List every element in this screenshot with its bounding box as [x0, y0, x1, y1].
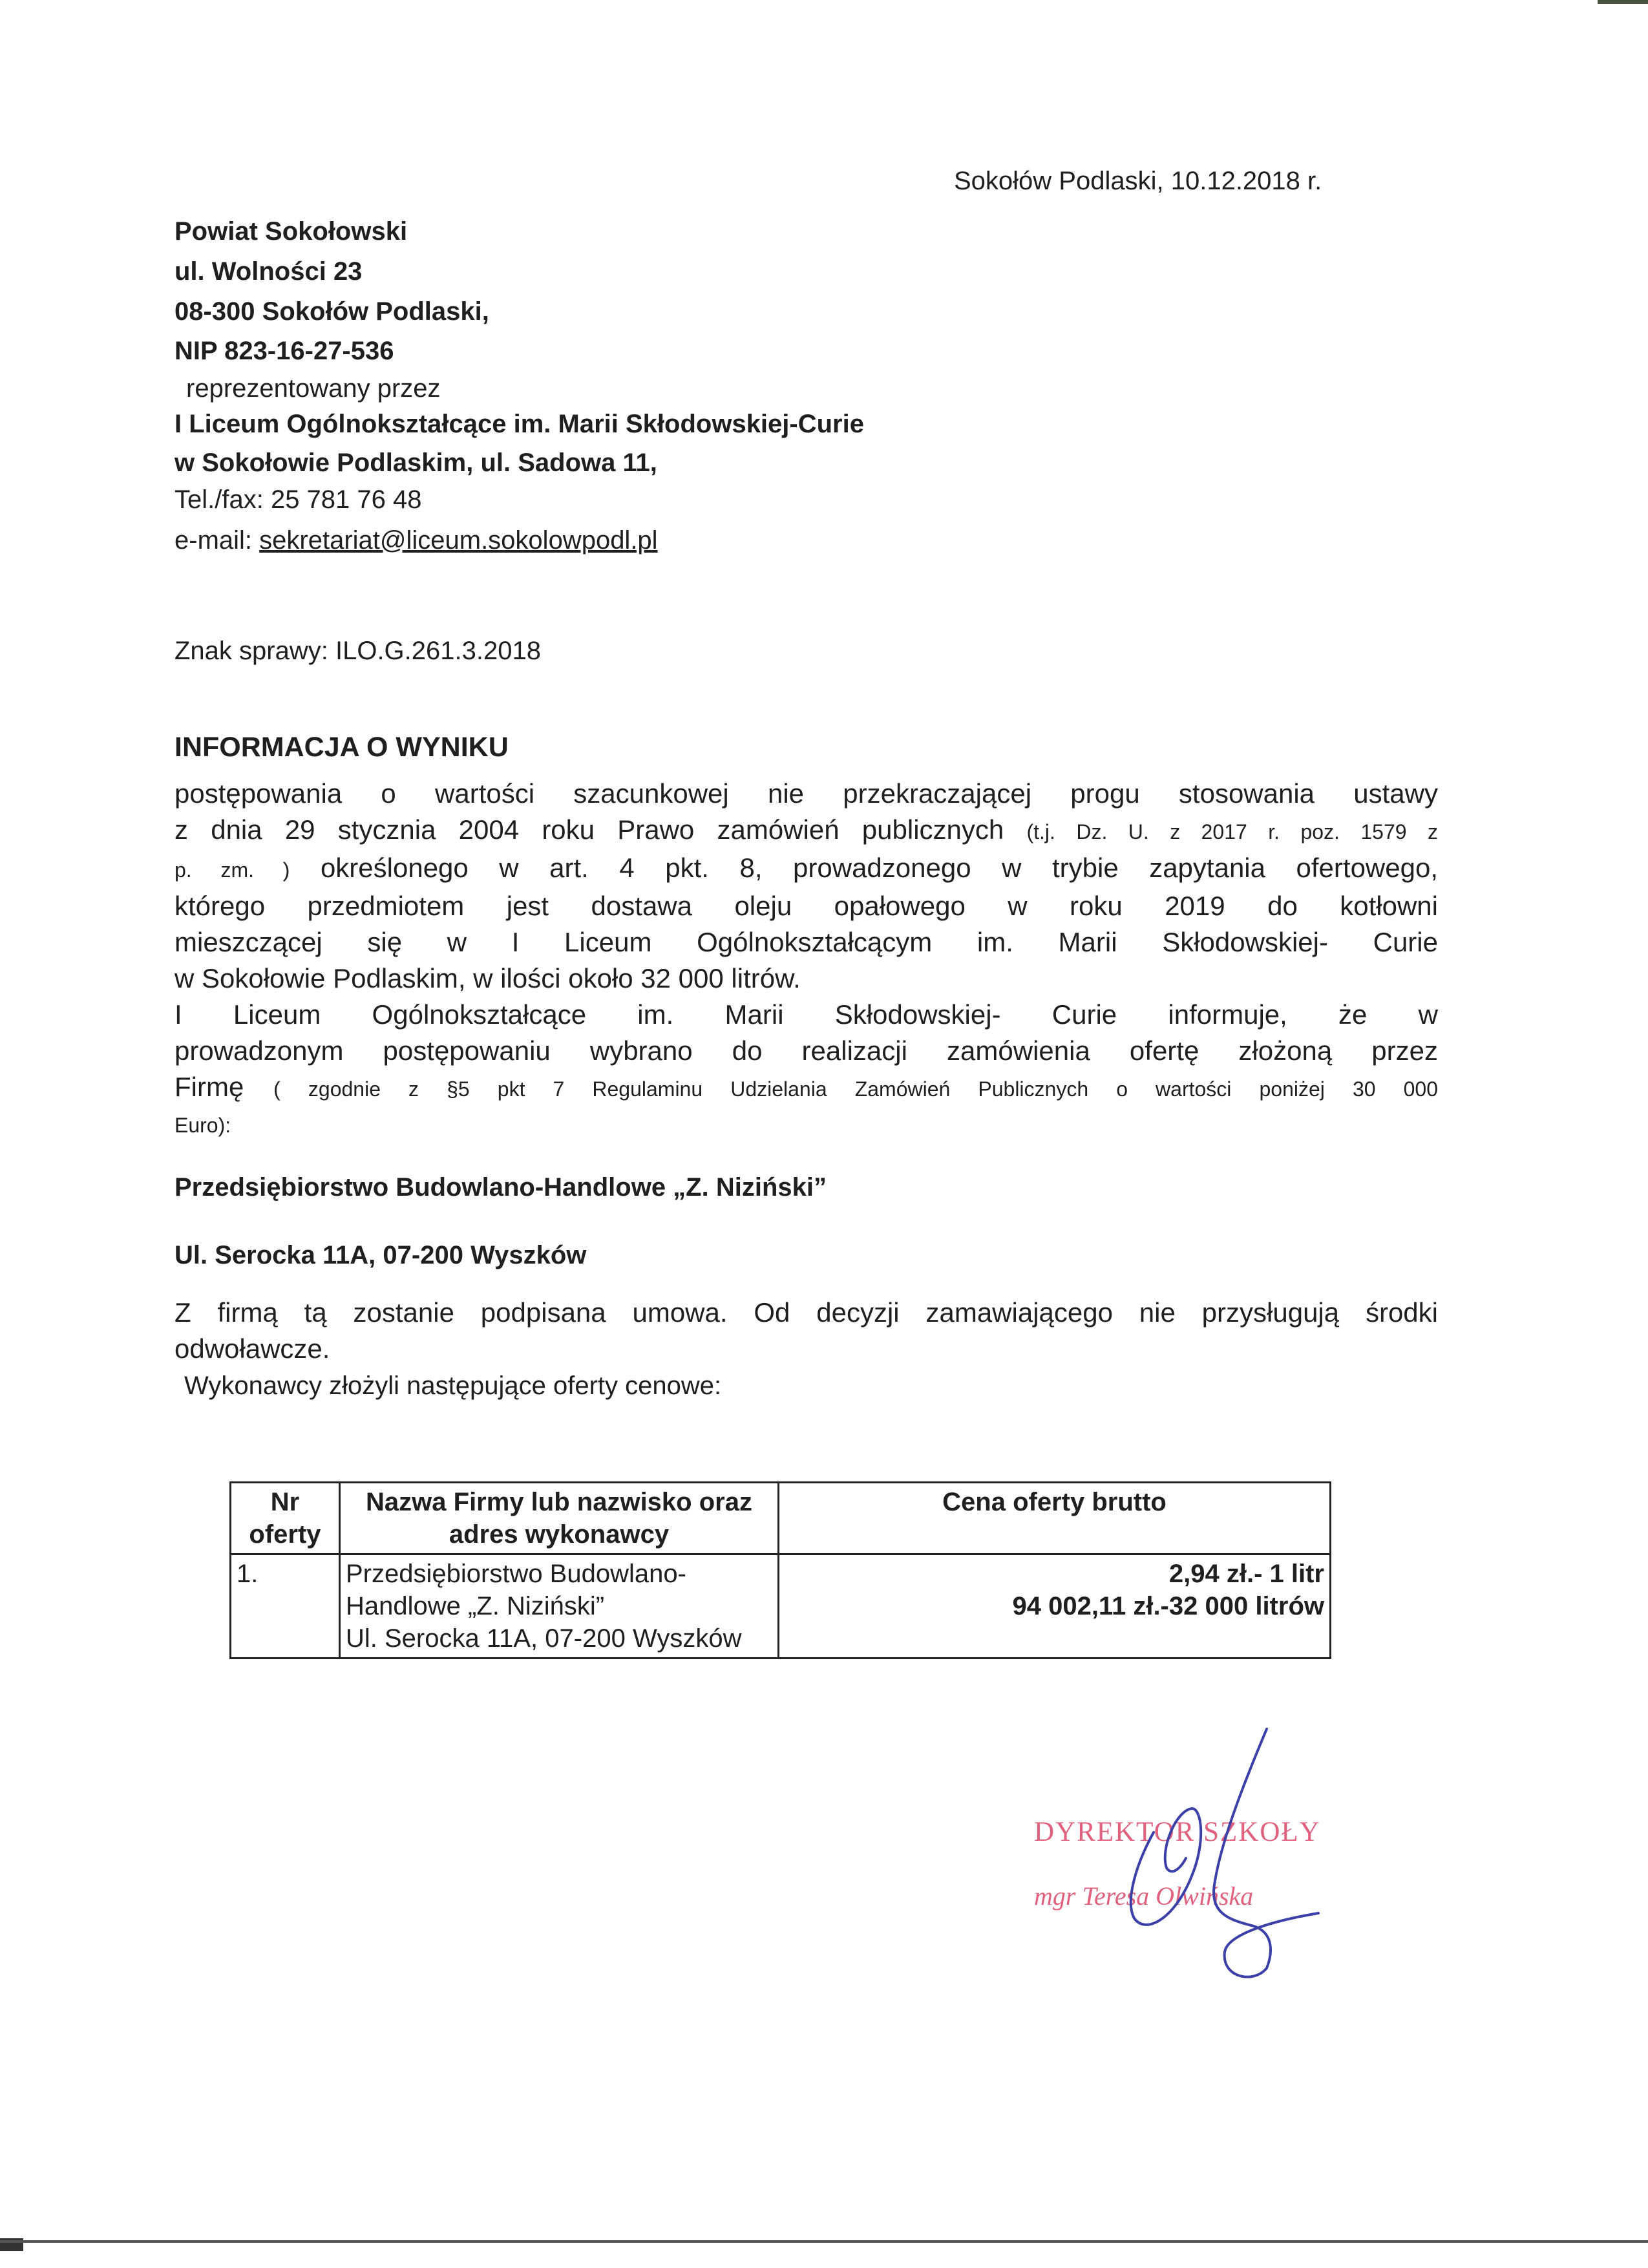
sender-nip: NIP 823-16-27-536 — [174, 337, 394, 365]
main-paragraph — [174, 776, 1438, 1143]
header-offer-number: Nr oferty — [231, 1483, 340, 1554]
legal-reference: (t.j. Dz. U. z 2017 r. poz. 1579 z — [1026, 820, 1439, 843]
email-label: e-mail: — [174, 526, 260, 555]
document-title: INFORMACJA O WYNIKU — [174, 732, 509, 763]
offers-table — [229, 1481, 1331, 1659]
paragraph-line: w Sokołowie Podlaskim, w ilości około 32 000 litrów. — [174, 963, 801, 993]
paragraph-line: Z firmą tą zostanie podpisana umowa. Od decyzji zamawiającego nie przysługują środki — [174, 1297, 1438, 1328]
paragraph-line: p. zm. ) określonego w art. 4 pkt. 8, prowadzonego w trybie zapytania ofertowego, — [174, 853, 1438, 883]
scan-edge-mark — [1598, 0, 1648, 4]
paragraph-line: I Liceum Ogólnokształcące im. Marii Skłodowskiej- Curie informuje, że w — [174, 999, 1438, 1030]
paragraph-line: którego przedmiotem jest dostawa oleju opałowego w roku 2019 do kotłowni — [174, 891, 1438, 921]
cell-offer-number: 1. — [231, 1554, 340, 1659]
date-line: Sokołów Podlaski, 10.12.2018 r. — [954, 167, 1322, 195]
paragraph-line: Firmę ( zgodnie z §5 pkt 7 Regulaminu Udzielania Zamówień Publicznych o wartości poniżej 30 000 — [174, 1072, 1438, 1102]
sender-street: ul. Wolności 23 — [174, 257, 363, 286]
cell-contractor: Przedsiębiorstwo Budowlano- Handlowe „Z. Niziński” Ul. Serocka 11A, 07-200 Wyszków — [340, 1554, 779, 1659]
email-line — [174, 522, 658, 558]
table-row — [231, 1554, 1331, 1659]
table-header-row — [231, 1483, 1331, 1554]
paragraph-line: prowadzonym postępowaniu wybrano do realizacji zamówienia ofertę złożoną przez — [174, 1035, 1438, 1066]
contract-paragraph — [174, 1295, 1438, 1367]
offers-intro: Wykonawcy złożyli następujące oferty cenowe: — [184, 1372, 722, 1400]
paragraph-line: odwoławcze. — [174, 1333, 330, 1364]
represented-by: reprezentowany przez — [186, 374, 441, 403]
firm-note: ( zgodnie z §5 pkt 7 Regulaminu Udzielania Zamówień Publicznych o wartości poniżej 30 000 — [273, 1077, 1438, 1101]
header-contractor: Nazwa Firmy lub nazwisko oraz adres wykonawcy — [340, 1483, 779, 1554]
firm-note-end: Euro): — [174, 1114, 231, 1137]
sender-name: Powiat Sokołowski — [174, 217, 408, 246]
stamp-title: DYREKTOR SZKOŁY — [1034, 1817, 1321, 1847]
signature-icon — [1008, 1713, 1396, 1984]
school-name: I Liceum Ogólnokształcące im. Marii Skłodowskiej-Curie — [174, 410, 864, 438]
winner-address: Ul. Serocka 11A, 07-200 Wyszków — [174, 1241, 587, 1269]
case-number: Znak sprawy: ILO.G.261.3.2018 — [174, 637, 541, 665]
paragraph-line: mieszczącej się w I Liceum Ogólnokształcącym im. Marii Skłodowskiej- Curie — [174, 927, 1438, 957]
scan-bottom-edge — [0, 2240, 1648, 2243]
school-address: w Sokołowie Podlaskim, ul. Sadowa 11, — [174, 449, 657, 477]
stamp-name: mgr Teresa Olwińska — [1034, 1881, 1254, 1911]
cell-price: 2,94 zł.- 1 litr 94 002,11 zł.-32 000 litrów — [779, 1554, 1331, 1659]
paragraph-line: z dnia 29 stycznia 2004 roku Prawo zamówień publicznych (t.j. Dz. U. z 2017 r. poz. 1579 z — [174, 814, 1439, 845]
legal-reference-cont: p. zm. ) — [174, 858, 290, 882]
email-link[interactable]: sekretariat@liceum.sokolowpodl.pl — [259, 526, 658, 555]
sender-city: 08-300 Sokołów Podlaski, — [174, 297, 489, 326]
header-price: Cena oferty brutto — [779, 1483, 1331, 1554]
winner-company: Przedsiębiorstwo Budowlano-Handlowe „Z. Niziński” — [174, 1173, 827, 1202]
phone-fax: Tel./fax: 25 781 76 48 — [174, 485, 422, 514]
paragraph-line: postępowania o wartości szacunkowej nie przekraczającej progu stosowania ustawy — [174, 778, 1438, 809]
